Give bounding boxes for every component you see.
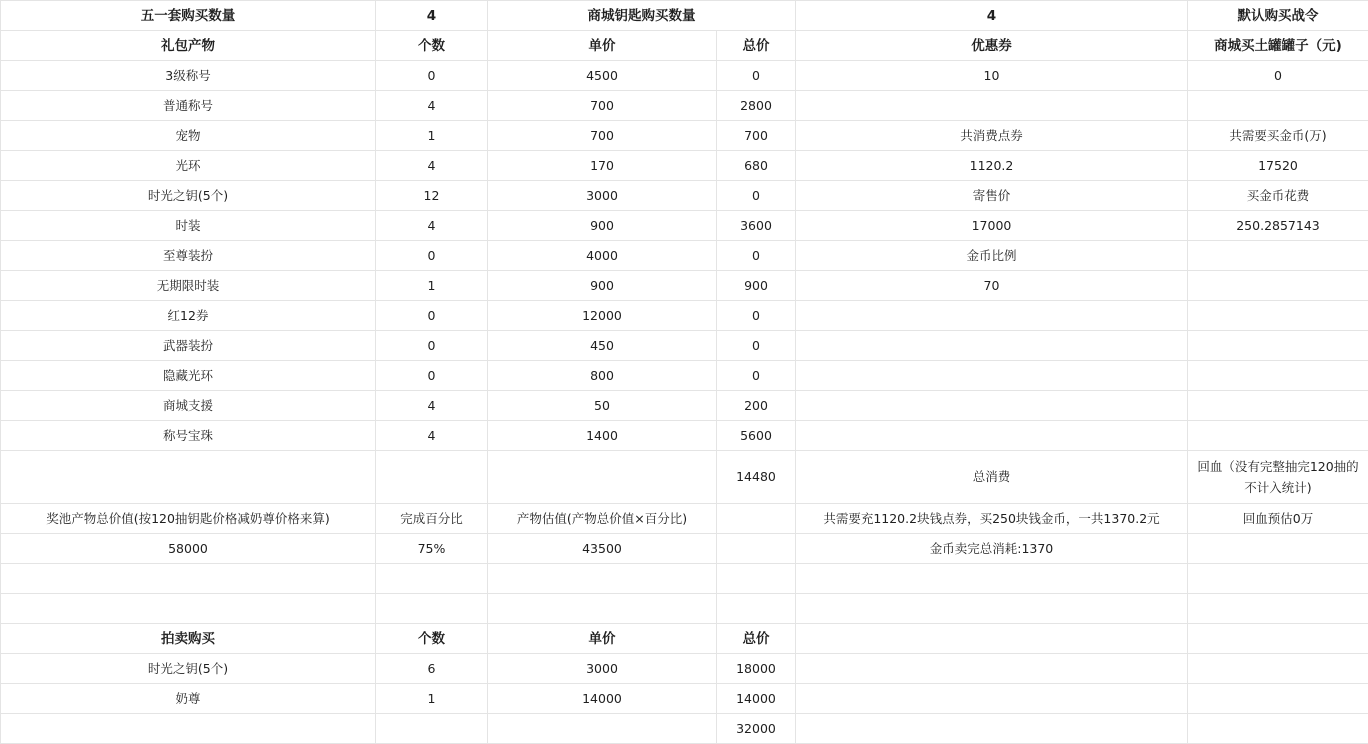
col-total-price[interactable]: 总价: [717, 31, 796, 61]
coupon-value[interactable]: 10: [796, 61, 1188, 91]
product-price[interactable]: 900: [488, 271, 717, 301]
total-cost-label[interactable]: 总消费: [796, 451, 1188, 504]
empty-cell[interactable]: [796, 594, 1188, 624]
empty-cell[interactable]: [376, 594, 488, 624]
empty-cell[interactable]: [376, 451, 488, 504]
col-count[interactable]: 个数: [376, 31, 488, 61]
table-row: [1, 181, 1368, 211]
consign-price-label[interactable]: 寄售价: [796, 181, 1188, 211]
auction-item-name[interactable]: 时光之钥(5个): [1, 654, 376, 684]
auction-col-total[interactable]: 总价: [717, 624, 796, 654]
auction-total-row: [1, 714, 1368, 744]
table-row: [1, 421, 1368, 451]
product-total[interactable]: 5600: [717, 421, 796, 451]
blank-row: [1, 594, 1368, 624]
product-total[interactable]: 0: [717, 361, 796, 391]
column-header-row: [1, 31, 1368, 61]
product-name[interactable]: 3级称号: [1, 61, 376, 91]
product-name[interactable]: 宠物: [1, 121, 376, 151]
product-total[interactable]: 0: [717, 301, 796, 331]
empty-cell[interactable]: [1, 564, 376, 594]
col-mall-jar[interactable]: 商城买土罐罐子（元): [1188, 31, 1368, 61]
product-total[interactable]: 0: [717, 181, 796, 211]
gold-sell-total[interactable]: 金币卖完总消耗:1370: [796, 534, 1188, 564]
product-count[interactable]: 12: [376, 181, 488, 211]
auction-col-count[interactable]: 个数: [376, 624, 488, 654]
empty-cell[interactable]: [1188, 331, 1368, 361]
col-unit-price[interactable]: 单价: [488, 31, 717, 61]
empty-cell[interactable]: [1188, 534, 1368, 564]
table-row: [1, 391, 1368, 421]
auction-item-count[interactable]: 6: [376, 654, 488, 684]
empty-cell[interactable]: [376, 564, 488, 594]
estimate-label[interactable]: 产物估值(产物总价值×百分比): [488, 504, 717, 534]
table-row: [1, 151, 1368, 181]
empty-cell[interactable]: [796, 301, 1188, 331]
auction-item-price[interactable]: 14000: [488, 684, 717, 714]
product-name[interactable]: 时装: [1, 211, 376, 241]
consign-price-value[interactable]: 17000: [796, 211, 1188, 241]
table-row: [1, 361, 1368, 391]
gold-ratio-value[interactable]: 70: [796, 271, 1188, 301]
auction-col-price[interactable]: 单价: [488, 624, 717, 654]
product-price[interactable]: 800: [488, 361, 717, 391]
empty-cell[interactable]: [1188, 91, 1368, 121]
product-total[interactable]: 700: [717, 121, 796, 151]
mall-jar-value[interactable]: 0: [1188, 61, 1368, 91]
table-row: [1, 271, 1368, 301]
refund-estimate[interactable]: 回血预估0万: [1188, 504, 1368, 534]
product-count[interactable]: 0: [376, 61, 488, 91]
product-total[interactable]: 3600: [717, 211, 796, 241]
empty-cell[interactable]: [796, 564, 1188, 594]
product-count[interactable]: 4: [376, 151, 488, 181]
auction-row: [1, 684, 1368, 714]
product-total[interactable]: 0: [717, 331, 796, 361]
product-name[interactable]: 至尊装扮: [1, 241, 376, 271]
empty-cell[interactable]: [1188, 301, 1368, 331]
product-name[interactable]: 商城支援: [1, 391, 376, 421]
product-price[interactable]: 12000: [488, 301, 717, 331]
empty-cell[interactable]: [796, 624, 1188, 654]
total-gold-label[interactable]: 共需要买金币(万): [1188, 121, 1368, 151]
product-price[interactable]: 450: [488, 331, 717, 361]
col-coupon[interactable]: 优惠券: [796, 31, 1188, 61]
product-name[interactable]: 光环: [1, 151, 376, 181]
total-gold-value[interactable]: 17520: [1188, 151, 1368, 181]
empty-cell[interactable]: [1, 451, 376, 504]
product-price[interactable]: 900: [488, 211, 717, 241]
gold-cost-label[interactable]: 买金币花费: [1188, 181, 1368, 211]
product-count[interactable]: 0: [376, 331, 488, 361]
pool-value[interactable]: 58000: [1, 534, 376, 564]
auction-header-row: [1, 624, 1368, 654]
auction-item-count[interactable]: 1: [376, 684, 488, 714]
table-row: [1, 121, 1368, 151]
product-price[interactable]: 1400: [488, 421, 717, 451]
product-count[interactable]: 0: [376, 241, 488, 271]
product-price[interactable]: 50: [488, 391, 717, 421]
empty-cell[interactable]: [1, 594, 376, 624]
empty-cell[interactable]: [1188, 421, 1368, 451]
pool-value-label[interactable]: 奖池产物总价值(按120抽钥匙价格减奶尊价格来算): [1, 504, 376, 534]
product-name[interactable]: 隐藏光环: [1, 361, 376, 391]
product-count[interactable]: 4: [376, 421, 488, 451]
refund-note[interactable]: 回血（没有完整抽完120抽的不计入统计): [1188, 451, 1368, 504]
product-count[interactable]: 1: [376, 121, 488, 151]
gold-ratio-label[interactable]: 金币比例: [796, 241, 1188, 271]
empty-cell[interactable]: [1188, 271, 1368, 301]
auction-item-price[interactable]: 3000: [488, 654, 717, 684]
product-total[interactable]: 900: [717, 271, 796, 301]
auction-grand-total[interactable]: 32000: [717, 714, 796, 744]
product-name[interactable]: 时光之钥(5个): [1, 181, 376, 211]
product-price[interactable]: 3000: [488, 181, 717, 211]
product-price[interactable]: 700: [488, 91, 717, 121]
spend-summary[interactable]: 共需要充1120.2块钱点券，买250块钱金币，一共1370.2元: [796, 504, 1188, 534]
product-total[interactable]: 200: [717, 391, 796, 421]
mall-key-qty[interactable]: 4: [796, 1, 1188, 31]
table-row: [1, 301, 1368, 331]
empty-cell[interactable]: [376, 714, 488, 744]
empty-cell[interactable]: [488, 594, 717, 624]
empty-cell[interactable]: [796, 421, 1188, 451]
empty-cell[interactable]: [488, 564, 717, 594]
products-grand-total[interactable]: 14480: [717, 451, 796, 504]
empty-cell[interactable]: [796, 654, 1188, 684]
product-count[interactable]: 4: [376, 391, 488, 421]
empty-cell[interactable]: [717, 594, 796, 624]
col-product[interactable]: 礼包产物: [1, 31, 376, 61]
blank-row: [1, 564, 1368, 594]
total-points-value[interactable]: 1120.2: [796, 151, 1188, 181]
product-name[interactable]: 红12券: [1, 301, 376, 331]
empty-cell[interactable]: [717, 564, 796, 594]
empty-cell[interactable]: [1188, 624, 1368, 654]
product-price[interactable]: 4500: [488, 61, 717, 91]
empty-cell[interactable]: [1188, 594, 1368, 624]
empty-cell[interactable]: [1188, 714, 1368, 744]
empty-cell[interactable]: [796, 714, 1188, 744]
auction-title[interactable]: 拍卖购买: [1, 624, 376, 654]
product-total[interactable]: 2800: [717, 91, 796, 121]
table-row: [1, 91, 1368, 121]
product-price[interactable]: 170: [488, 151, 717, 181]
total-points-label[interactable]: 共消费点券: [796, 121, 1188, 151]
empty-cell[interactable]: [796, 361, 1188, 391]
table-row: [1, 241, 1368, 271]
estimate-value[interactable]: 43500: [488, 534, 717, 564]
product-name[interactable]: 无期限时装: [1, 271, 376, 301]
product-total[interactable]: 680: [717, 151, 796, 181]
product-count[interactable]: 4: [376, 211, 488, 241]
table-row: [1, 331, 1368, 361]
auction-item-total[interactable]: 18000: [717, 654, 796, 684]
sum-row: [1, 451, 1368, 504]
empty-cell[interactable]: [1, 714, 376, 744]
table-row: [1, 211, 1368, 241]
complete-percent-label[interactable]: 完成百分比: [376, 504, 488, 534]
product-name[interactable]: 普通称号: [1, 91, 376, 121]
empty-cell[interactable]: [796, 391, 1188, 421]
product-count[interactable]: 4: [376, 91, 488, 121]
product-total[interactable]: 0: [717, 61, 796, 91]
product-name[interactable]: 称号宝珠: [1, 421, 376, 451]
pool-value-row: [1, 534, 1368, 564]
empty-cell[interactable]: [717, 504, 796, 534]
gold-cost-value[interactable]: 250.2857143: [1188, 211, 1368, 241]
empty-cell[interactable]: [488, 714, 717, 744]
set-purchase-label[interactable]: 五一套购买数量: [1, 1, 376, 31]
empty-cell[interactable]: [1188, 391, 1368, 421]
empty-cell[interactable]: [1188, 684, 1368, 714]
mall-key-label[interactable]: 商城钥匙购买数量: [488, 1, 796, 31]
empty-cell[interactable]: [717, 534, 796, 564]
product-total[interactable]: 0: [717, 241, 796, 271]
product-count[interactable]: 0: [376, 301, 488, 331]
empty-cell[interactable]: [796, 331, 1188, 361]
table-row: [1, 61, 1368, 91]
set-purchase-qty[interactable]: 4: [376, 1, 488, 31]
auction-item-name[interactable]: 奶尊: [1, 684, 376, 714]
pool-label-row: [1, 504, 1368, 534]
empty-cell[interactable]: [1188, 241, 1368, 271]
empty-cell[interactable]: [796, 91, 1188, 121]
empty-cell[interactable]: [1188, 564, 1368, 594]
default-battle-pass-label[interactable]: 默认购买战令: [1188, 1, 1368, 31]
empty-cell[interactable]: [488, 451, 717, 504]
auction-row: [1, 654, 1368, 684]
product-name[interactable]: 武器装扮: [1, 331, 376, 361]
complete-percent-value[interactable]: 75%: [376, 534, 488, 564]
header-row: [1, 1, 1368, 31]
product-price[interactable]: 700: [488, 121, 717, 151]
auction-item-total[interactable]: 14000: [717, 684, 796, 714]
empty-cell[interactable]: [796, 684, 1188, 714]
product-count[interactable]: 0: [376, 361, 488, 391]
empty-cell[interactable]: [1188, 654, 1368, 684]
product-count[interactable]: 1: [376, 271, 488, 301]
product-price[interactable]: 4000: [488, 241, 717, 271]
empty-cell[interactable]: [1188, 361, 1368, 391]
